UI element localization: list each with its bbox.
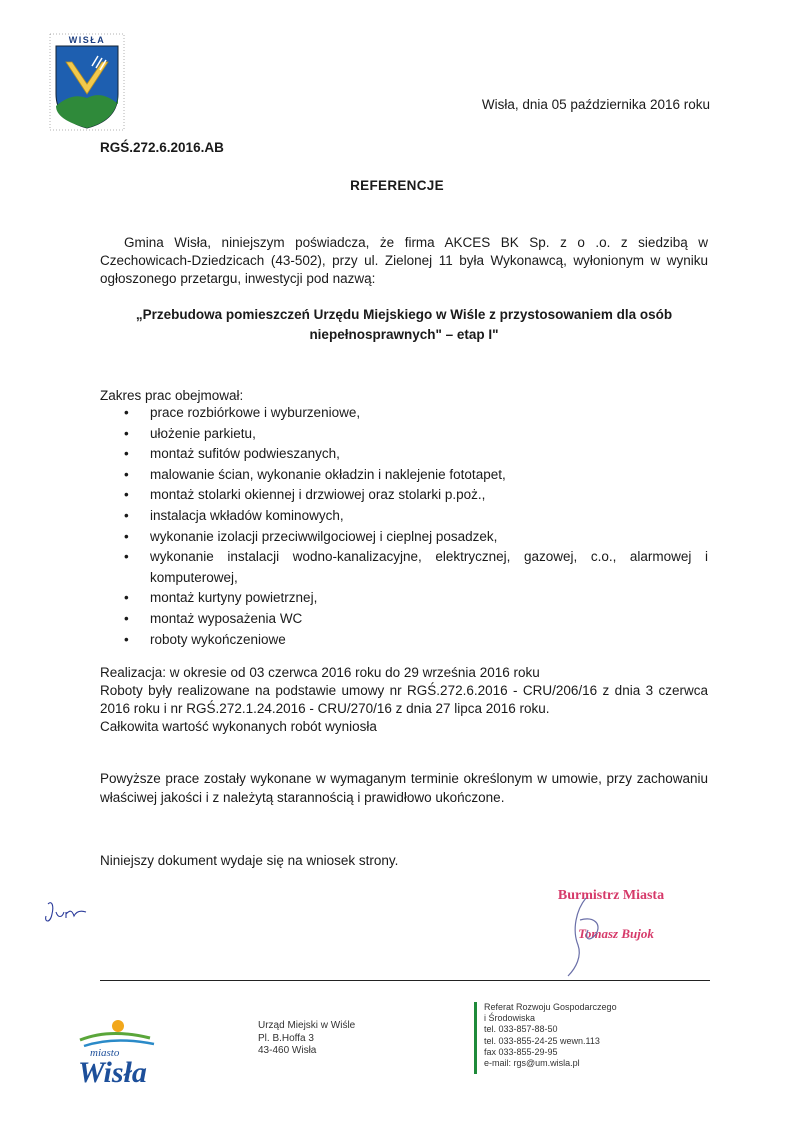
- wisla-logo-icon: [70, 1010, 170, 1090]
- bullet-icon: •: [124, 487, 129, 503]
- city-crest: [48, 32, 126, 132]
- bullet-icon: •: [124, 549, 129, 565]
- bullet-icon: •: [124, 446, 129, 462]
- scope-list: [100, 403, 708, 650]
- svg-text:WISŁA: WISŁA: [68, 35, 106, 45]
- realization-value: Całkowita wartość wykonanych robót wyniosła: [100, 719, 377, 734]
- intro-text: Gmina Wisła, niniejszym poświadcza, że firma AKCES BK Sp. z o .o. z siedzibą w Czechowicach-Dziedzicach (43-502), przy ul. Zielonej 11 była Wykonawcą, wyłonionym w wyniku ogłoszonego przetargu, inwestycji pod nazwą:: [100, 235, 708, 286]
- office-street: Pl. B.Hoffa 3: [258, 1032, 314, 1044]
- fax: fax 033-855-29-95: [484, 1046, 558, 1057]
- bullet-icon: •: [124, 631, 129, 647]
- svg-text:Wisła: Wisła: [78, 1056, 147, 1089]
- department-contact: [484, 1002, 617, 1069]
- place-and-date: Wisła, dnia 05 października 2016 roku: [481, 97, 710, 112]
- department-name: Referat Rozwoju Gospodarczego: [484, 1002, 617, 1012]
- stamp-title: Burmistrz Miasta: [557, 888, 665, 903]
- office-name: Urząd Miejski w Wiśle: [258, 1020, 356, 1031]
- list-item: • montaż wyposażenia WC: [100, 609, 708, 630]
- bullet-icon: •: [124, 405, 129, 420]
- project-line-1: „Przebudowa pomieszczeń Urzędu Miejskiego w Wiśle z przystosowaniem dla osób: [135, 307, 673, 322]
- bullet-icon: •: [124, 466, 129, 482]
- bullet-icon: •: [124, 528, 129, 544]
- list-item: • wykonanie instalacji wodno-kanalizacyjne, elektrycznej, gazowej, c.o., alarmowej i komputerowej,: [124, 549, 708, 585]
- realization-period: Realizacja: w okresie od 03 czerwca 2016 roku do 29 września 2016 roku: [100, 665, 540, 680]
- reference-number: RGŚ.272.6.2016.AB: [100, 140, 224, 155]
- list-item: • wykonanie izolacji przeciwwilgociowej i cieplnej posadzek,: [100, 527, 708, 548]
- bullet-icon: •: [124, 610, 129, 626]
- list-item: • ułożenie parkietu,: [100, 424, 708, 445]
- footer-divider: [100, 980, 710, 981]
- list-item: • montaż sufitów podwieszanych,: [100, 444, 708, 465]
- svg-text:miasto: miasto: [90, 1047, 120, 1059]
- letter-title: REFERENCJE: [350, 178, 444, 193]
- list-item: • malowanie ścian, wykonanie okładzin i naklejenie fototapet,: [100, 465, 708, 486]
- office-city: 43-460 Wisła: [258, 1045, 317, 1056]
- email: e-mail: rgs@um.wisla.pl: [484, 1058, 580, 1069]
- bullet-icon: •: [124, 425, 129, 441]
- realization-contracts: Roboty były realizowane na podstawie umowy nr RGŚ.272.6.2016 - CRU/206/16 z dnia 3 czerwca 2016 roku i nr RGŚ.272.1.24.2016 - CRU/270/16 z dnia 27 lipca 2016 roku.: [100, 683, 708, 716]
- intro-paragraph: [100, 234, 708, 288]
- list-item: • prace rozbiórkowe i wyburzeniowe,: [100, 403, 708, 424]
- crest-shield-icon: [48, 32, 126, 132]
- project-name: [100, 305, 708, 345]
- realization-paragraph: [100, 664, 708, 736]
- list-item: • instalacja wkładów kominowych,: [100, 506, 708, 527]
- bullet-icon: •: [124, 590, 129, 606]
- department-accent-bar: [474, 1002, 477, 1074]
- project-line-2: niepełnosprawnych" – etap I": [309, 327, 499, 342]
- office-address: [258, 1020, 355, 1058]
- list-item: • roboty wykończeniowe: [100, 630, 708, 651]
- issued-note: Niniejszy dokument wydaje się na wniosek strony.: [100, 853, 399, 868]
- initials-mark: [42, 898, 92, 928]
- phone-2: tel. 033-855-24-25 wewn.113: [484, 1035, 600, 1046]
- bullet-icon: •: [124, 507, 129, 523]
- list-item: • montaż kurtyny powietrznej,: [100, 588, 708, 609]
- list-item: • montaż stolarki okiennej i drzwiowej oraz stolarki p.poż.,: [100, 485, 708, 506]
- scope-label: Zakres prac obejmował:: [100, 388, 244, 403]
- signature: [506, 890, 666, 980]
- completion-paragraph: Powyższe prace zostały wykonane w wymaganym terminie określonym w umowie, przy zachowaniu właściwej jakości i z należytą starannością i prawidłowo ukończone.: [100, 771, 708, 805]
- phone-1: tel. 033-857-88-50: [484, 1024, 558, 1035]
- department-name-2: i Środowiska: [484, 1013, 536, 1024]
- stamp-name: Tomasz Bujok: [578, 926, 654, 941]
- city-logo: [70, 1010, 170, 1090]
